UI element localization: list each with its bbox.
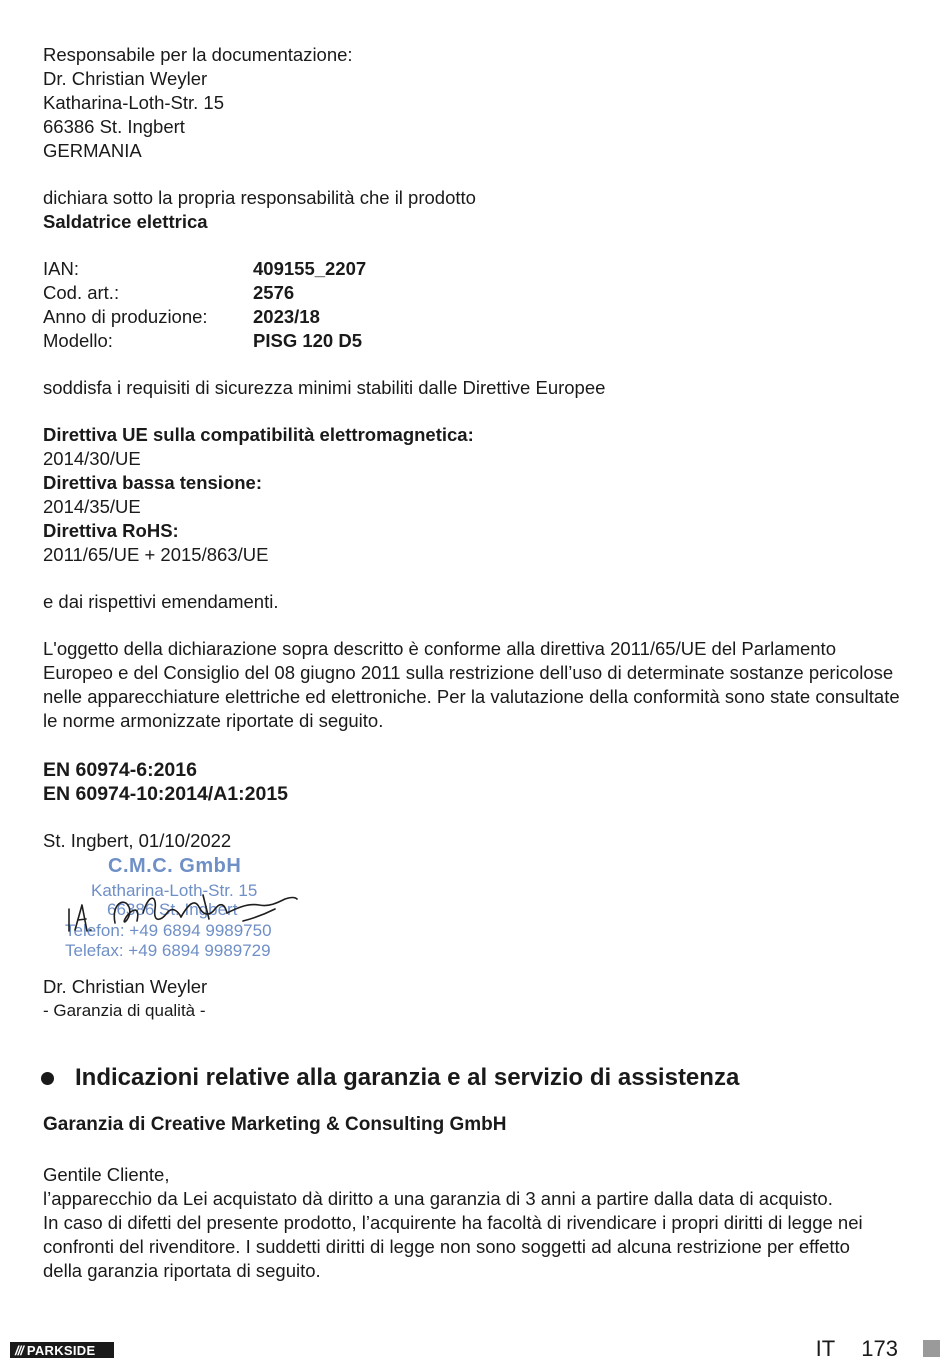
responsible-country: GERMANIA — [43, 140, 142, 161]
bullet-icon — [41, 1072, 54, 1085]
company-stamp — [63, 855, 313, 973]
conformity-paragraph — [43, 637, 913, 733]
product-name: Saldatrice elettrica — [43, 211, 208, 232]
directive-title: Direttiva RoHS: — [43, 520, 179, 541]
stamp-phone: Telefon: +49 6894 9989750 — [65, 921, 272, 940]
paragraph-line: le norme armonizzate riportate di seguito. — [43, 710, 384, 731]
directive-title: Direttiva UE sulla compatibilità elettromagnetica: — [43, 424, 474, 445]
stamp-company: C.M.C. GmbH — [108, 855, 242, 877]
spec-label: Modello: — [43, 330, 113, 351]
spec-label: IAN: — [43, 258, 79, 279]
paragraph-line: della garanzia riportata di seguito. — [43, 1260, 321, 1281]
language-code: IT — [815, 1336, 836, 1361]
responsible-label: Responsabile per la documentazione: — [43, 44, 353, 65]
logo-brand: PARKSIDE — [26, 1342, 96, 1358]
page-marker-icon — [923, 1340, 940, 1357]
warranty-paragraph — [43, 1163, 913, 1283]
spec-label: Anno di produzione: — [43, 306, 208, 327]
spec-row — [43, 329, 913, 353]
spec-row — [43, 281, 913, 305]
warranty-heading — [41, 1063, 913, 1093]
parkside-logo — [10, 1342, 114, 1358]
warranty-heading-text: Indicazioni relative alla garanzia e al servizio di assistenza — [75, 1064, 740, 1091]
responsible-street: Katharina-Loth-Str. 15 — [43, 92, 224, 113]
directive-value: 2011/65/UE + 2015/863/UE — [43, 544, 269, 565]
page-number — [816, 1336, 898, 1362]
signature-icon — [63, 873, 313, 943]
spec-label: Cod. art.: — [43, 282, 120, 303]
paragraph-line: confronti del rivenditore. I suddetti diritti di legge non sono soggetti ad alcuna restrizione per effetto — [43, 1236, 850, 1257]
standard-item: EN 60974-6:2016 — [43, 759, 197, 781]
spec-value: PISG 120 D5 — [253, 330, 363, 351]
spec-row — [43, 257, 913, 281]
paragraph-line: nelle apparecchiature elettriche ed elettroniche. Per la valutazione della conformità sono state consultate — [43, 686, 900, 707]
directive-value: 2014/30/UE — [43, 448, 141, 469]
place-date: St. Ingbert, 01/10/2022 — [43, 830, 232, 851]
spec-value: 409155_2207 — [253, 258, 367, 279]
responsible-name: Dr. Christian Weyler — [43, 68, 208, 89]
spec-row — [43, 305, 913, 329]
page-number-value: 173 — [861, 1336, 898, 1361]
paragraph-line: Gentile Cliente, — [43, 1164, 170, 1185]
responsible-city: 66386 St. Ingbert — [43, 116, 185, 137]
declaration-intro: dichiara sotto la propria responsabilità che il prodotto — [43, 187, 476, 208]
page-footer — [0, 1336, 950, 1362]
stamp-city: 66386 St. Ingbert — [107, 900, 238, 919]
stamp-street: Katharina-Loth-Str. 15 — [91, 881, 258, 900]
signatory-name: Dr. Christian Weyler — [43, 976, 208, 997]
spec-value: 2576 — [253, 282, 295, 303]
directive-title: Direttiva bassa tensione: — [43, 472, 262, 493]
amendments-text: e dai rispettivi emendamenti. — [43, 591, 279, 612]
directive-value: 2014/35/UE — [43, 496, 141, 517]
requirements-text: soddisfa i requisiti di sicurezza minimi stabiliti dalle Direttive Europee — [43, 377, 606, 398]
paragraph-line: In caso di difetti del presente prodotto, l’acquirente ha facoltà di rivendicare i propri diritti di legge nei — [43, 1212, 863, 1233]
paragraph-line: L'oggetto della dichiarazione sopra descritto è conforme alla direttiva 2011/65/UE del Parlamento — [43, 638, 836, 659]
spec-value: 2023/18 — [253, 306, 320, 327]
logo-slashes-icon: /// — [15, 1342, 23, 1358]
paragraph-line: Europeo e del Consiglio del 08 giugno 2011 sulla restrizione dell’uso di determinate sostanze pericolose — [43, 662, 894, 683]
signatory-role: - Garanzia di qualità - — [43, 1001, 206, 1020]
warranty-subheading: Garanzia di Creative Marketing & Consulting GmbH — [43, 1114, 507, 1135]
document-page — [43, 43, 913, 1283]
stamp-fax: Telefax: +49 6894 9989729 — [65, 941, 271, 960]
spec-table — [43, 257, 913, 353]
paragraph-line: l’apparecchio da Lei acquistato dà diritto a una garanzia di 3 anni a partire dalla data di acquisto. — [43, 1188, 833, 1209]
standard-item: EN 60974-10:2014/A1:2015 — [43, 783, 289, 805]
